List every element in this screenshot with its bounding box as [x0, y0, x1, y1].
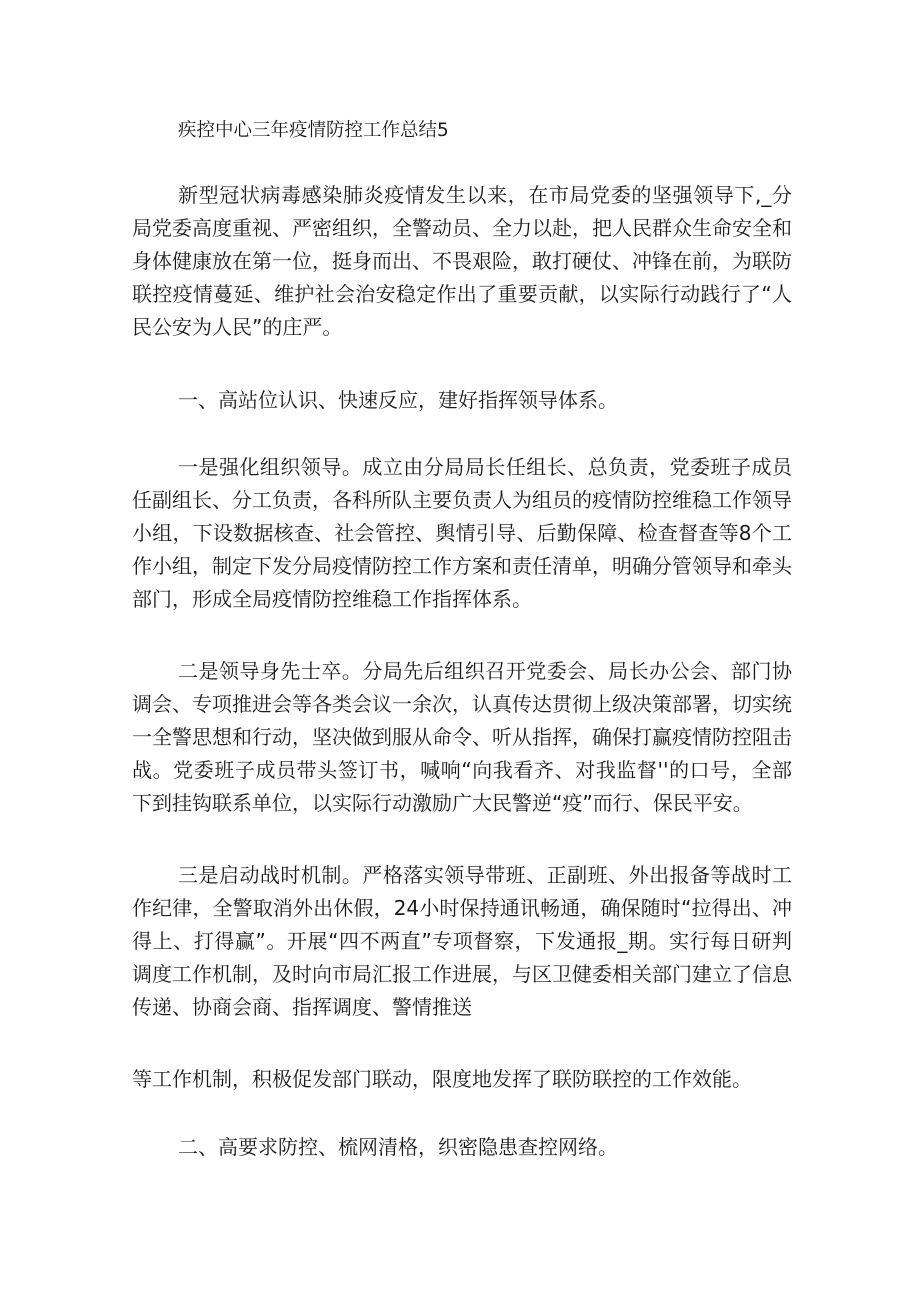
section-heading-2: 二、高要求防控、梳网清格，织密隐患查控网络。	[178, 1135, 618, 1159]
section-heading-1: 一、高站位认识、快速反应，建好指挥领导体系。	[178, 388, 618, 412]
paragraph-organization: 一是强化组织领导。成立由分局局长任组长、总负责，党委班子成员任副组长、分工负责，各科所队主要负责人为组员的疫情防控维稳工作领导小组，下设数据核查、社会管控、舆情引导、后勤保障、检查督查等8个工作小组，制定下发分局疫情防控工作方案和责任清单，明确分管领导和牵头部门，形成全局疫情防控维稳工作指挥体系。	[132, 455, 792, 611]
paragraph-continuation: 等工作机制，积极促发部门联动，限度地发挥了联防联控的工作效能。	[132, 1067, 752, 1091]
paragraph-wartime-mechanism: 三是启动战时机制。严格落实领导带班、正副班、外出报备等战时工作纪律，全警取消外出休假，24小时保持通讯畅通，确保随时“拉得出、冲得上、打得赢”。开展“四不两直”专项督察，下发通报_期。实行每日研判调度工作机制，及时向市局汇报工作进展，与区卫健委相关部门建立了信息传递、协商会商、指挥调度、警情推送	[132, 863, 792, 1019]
document-title: 疾控中心三年疫情防控工作总结5	[178, 120, 449, 141]
paragraph-intro: 新型冠状病毒感染肺炎疫情发生以来，在市局党委的坚强领导下,_分局党委高度重视、严密组织，全警动员、全力以赴，把人民群众生命安全和身体健康放在第一位，挺身而出、不畏艰险，敢打硬仗、冲锋在前，为联防联控疫情蔓延、维护社会治安稳定作出了重要贡献，以实际行动践行了“人民公安为人民”的庄严。	[132, 183, 792, 339]
paragraph-leadership: 二是领导身先士卒。分局先后组织召开党委会、局长办公会、部门协调会、专项推进会等各类会议一余次，认真传达贯彻上级决策部署，切实统一全警思想和行动，坚决做到服从命令、听从指挥，确保打赢疫情防控阻击战。党委班子成员带头签订书，喊响“向我看齐、对我监督''的口号，全部下到挂钩联系单位，以实际行动激励广大民警逆“疫”而行、保民平安。	[132, 659, 792, 815]
